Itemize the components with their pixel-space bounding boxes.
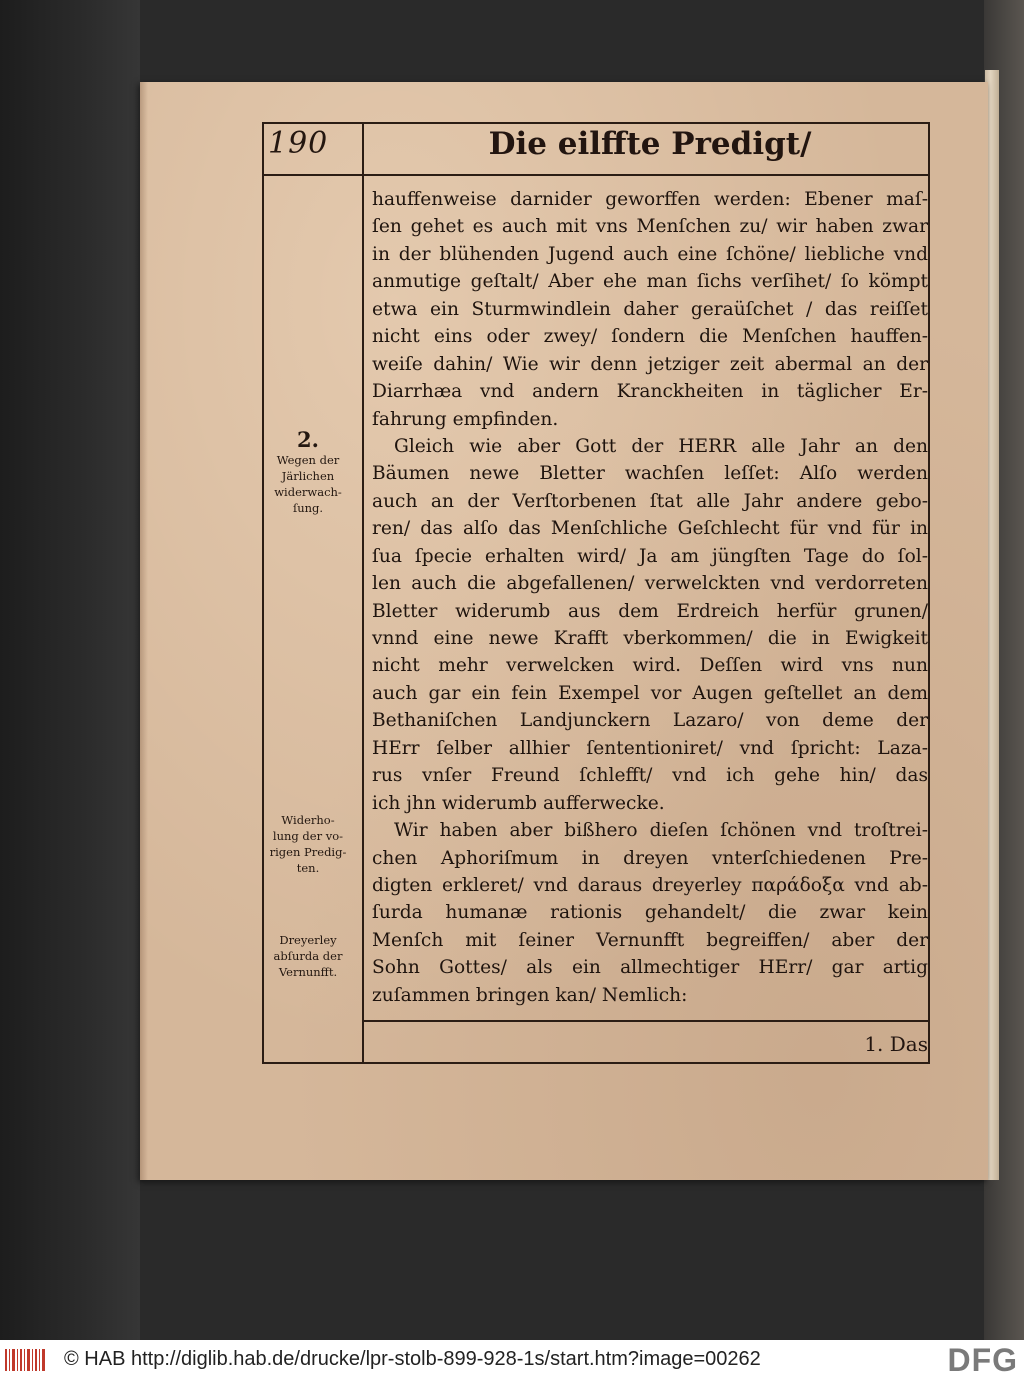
page-shadow [140,82,148,1180]
margin-note-regrowth [262,428,354,516]
text-line: rus vnſer Freund ſchlefft/ vnd ich gehe hin/ das [372,765,928,787]
margin-note-number: 2. [297,427,319,452]
text-line: ren/ das alſo das Menſchliche Geſchlecht für vnd für in [372,518,928,540]
margin-note-line: Wegen der [276,453,340,467]
text-line: auch gar ein fein Exempel vor Augen geſtellet an dem [372,682,928,704]
barcode-icon [4,1347,48,1373]
text-line: etwa ein Sturmwindlein daher geraüſchet / das reiſſet [372,298,928,320]
text-line: anmutige geſtalt/ Aber ehe man ſichs verſihet/ ſo kömpt [372,271,928,293]
margin-note-line: Vernunfft. [278,965,338,979]
footer-rule [362,1020,928,1022]
text-line: hauffenweise darnider geworffen werden: Ebener maſ- [372,189,928,210]
text-line: nicht eins oder zwey/ ſondern die Menſchen hauffen- [372,326,928,348]
text-line: in der blühenden Jugend auch eine ſchöne/ liebliche vnd [372,243,928,265]
text-line: Bletter widerumb aus dem Erdreich herfür grunen/ [372,600,928,622]
margin-note-repetition [262,812,354,876]
scan-background-left [0,0,140,1340]
margin-note-line: Dreyerley [279,933,337,947]
text-line: Bäumen newe Bletter wachſen leſſet: Alſo werden [372,463,928,485]
text-line: auch an der Verſtorbenen ſtat alle Jahr andere gebo- [372,490,928,512]
book-page [140,82,988,1180]
text-line: Wir haben aber bißhero dieſen ſchönen vnd troſtrei- [394,820,928,842]
text-line: Gleich wie aber Gott der HERR alle Jahr an den [394,435,928,457]
margin-note-line: lung der vo- [272,829,344,843]
margin-note-line: ten. [296,861,320,875]
text-line: HErr ſelber allhier ſententioniret/ vnd ſpricht: Laza- [372,737,928,759]
margin-note-line: widerwach- [274,485,342,499]
text-line: Diarrhæa vnd andern Kranckheiten in täglicher Er- [372,381,928,403]
text-line: Bethaniſchen Landjunckern Lazaro/ von deme der [372,710,928,732]
margin-note-line: Widerho- [281,813,335,827]
margin-note-absurda [262,932,354,980]
text-line: digten erkleret/ vnd daraus dreyerley παράδοξα vnd ab- [372,874,928,896]
text-line: Sohn Gottes/ als ein allmechtiger HErr/ gar artig [372,957,928,979]
dfg-logo: DFG [947,1342,1018,1378]
text-line: ſua ſpecie erhalten wird/ Ja am jüngſten Tage do ſol- [372,545,928,567]
page-number: 190 [268,126,329,161]
margin-column-rule [362,122,364,1062]
text-line: nicht mehr verwelcken wird. Deſſen wird vns nun [372,655,928,677]
text-line: fahrung empfinden. [372,408,559,430]
text-line: chen Aphoriſmum in dreyen vnterſchiedenen Pre- [372,847,928,869]
viewer-footer [0,1340,1024,1379]
catchword: 1. Das [864,1032,928,1056]
text-line: ſurda humanæ rationis gehandelt/ die zwar kein [372,902,928,924]
copyright-link[interactable]: © HAB http://diglib.hab.de/drucke/lpr-stolb-899-928-1s/start.htm?image=00262 [64,1348,761,1370]
text-line: vnnd eine newe Krafft vberkommen/ die in Ewigkeit [372,628,928,649]
running-title: Die eilffte Predigt/ [488,126,812,162]
text-line: ſen gehet es auch mit vns Menſchen zu/ wir haben zwar [372,216,928,238]
text-line: ich jhn widerumb aufferwecke. [372,792,665,814]
margin-note-line: ſung. [292,501,324,515]
text-line: weiſe dahin/ Wie wir denn jetziger zeit abermal an der [372,353,928,375]
body-text [372,186,928,1009]
margin-note-line: rigen Predig- [269,845,347,859]
margin-note-line: Järlichen [281,469,335,483]
text-line: len auch die abgefallenen/ verwelckten vnd verdorreten [372,573,928,595]
margin-note-line: abſurda der [273,949,343,963]
text-line: Menſch mit ſeiner Vernunfft begreiffen/ aber der [372,929,928,951]
text-line: zuſammen bringen kan/ Nemlich: [372,984,688,1006]
